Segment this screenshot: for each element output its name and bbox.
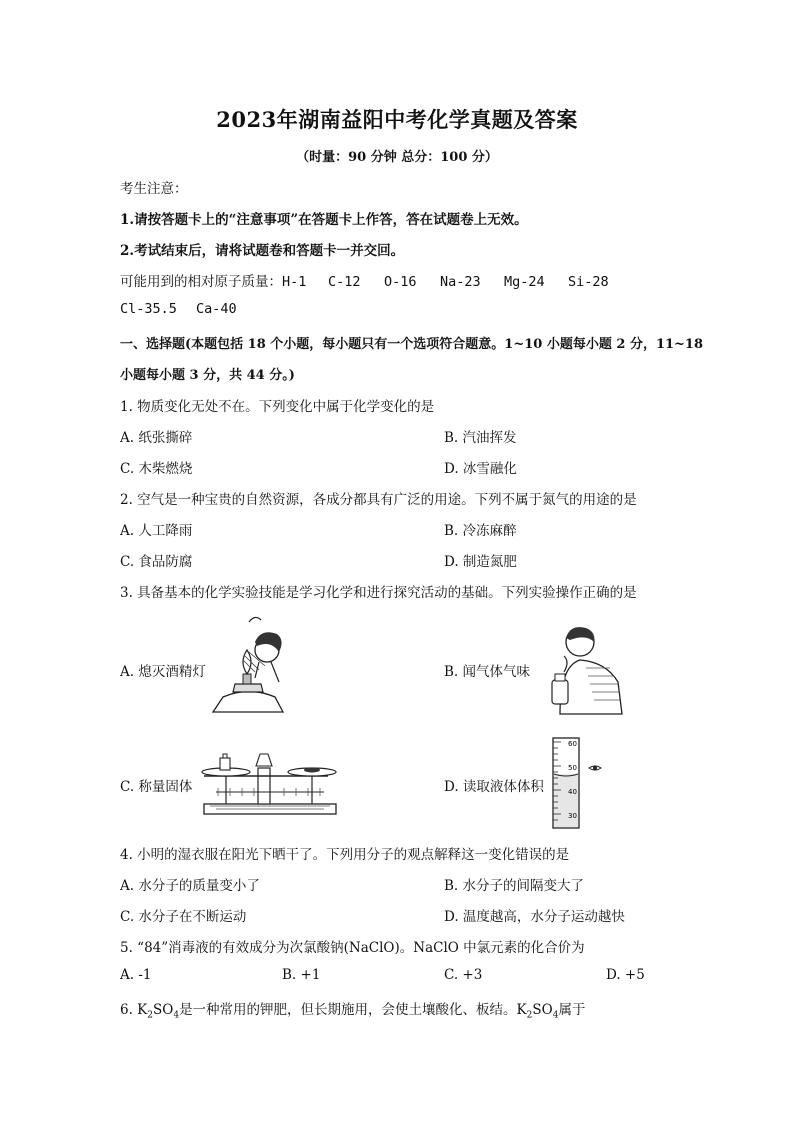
mass-na: Na-23 (440, 274, 481, 290)
mass-c: C-12 (328, 274, 361, 290)
mass-h: H-1 (282, 274, 307, 290)
q6-text-3: 是一种常用的钾肥，但长期施用，会使土壤酸化、板结。K (179, 1002, 527, 1018)
question-5-stem: 5. “84”消毒液的有效成分为次氯酸钠(NaClO)。NaClO 中氯元素的化合价为 (120, 940, 585, 956)
q2-option-b: B. 冷冻麻醉 (444, 523, 517, 539)
q6-text-1: 6. K (120, 1002, 148, 1018)
q6-text-2: SO (153, 1002, 174, 1018)
question-6-stem (120, 998, 585, 1021)
q6-sub-4: 4 (552, 1010, 559, 1021)
mass-mg: Mg-24 (504, 274, 545, 290)
notice-heading: 考生注意： (120, 181, 188, 197)
exam-time-score: （时量：90 分钟 总分：100 分） (296, 150, 498, 165)
atomic-masses-line1 (120, 270, 609, 290)
q1-option-c: C. 木柴燃烧 (120, 461, 193, 477)
notice-item-1: 1.请按答题卡上的“注意事项”在答题卡上作答，答在试题卷上无效。 (120, 212, 528, 228)
graduated-cylinder-figure (549, 734, 605, 830)
q3-option-d: D. 读取液体体积 (444, 779, 544, 795)
page-title: 2023年湖南益阳中考化学真题及答案 (216, 107, 578, 132)
smelling-gas-figure (540, 622, 630, 717)
q2-option-a: A. 人工降雨 (120, 523, 193, 539)
q5-option-c: C. +3 (444, 967, 483, 983)
q6-text-5: 属于 (558, 1002, 586, 1018)
mass-si: Si-28 (568, 274, 609, 290)
q1-option-b: B. 汽油挥发 (444, 430, 517, 446)
q5-option-a: A. -1 (120, 967, 152, 983)
cylinder-tick-60: 60 (568, 740, 577, 748)
q2-option-d: D. 制造氮肥 (444, 554, 517, 570)
q4-option-c: C. 水分子在不断运动 (120, 909, 247, 925)
question-3-stem: 3. 具备基本的化学实验技能是学习化学和进行探究活动的基础。下列实验操作正确的是 (120, 585, 637, 601)
question-2-stem: 2. 空气是一种宝贵的自然资源，各成分都具有广泛的用途。下列不属于氮气的用途的是 (120, 492, 637, 508)
notice-item-2: 2.考试结束后，请将试题卷和答题卡一并交回。 (120, 243, 405, 259)
blowing-out-alcohol-lamp-figure (205, 612, 295, 722)
q6-text-4: SO (532, 1002, 553, 1018)
q6-sub-1: 2 (147, 1010, 153, 1021)
q5-option-b: B. +1 (282, 967, 321, 983)
atomic-masses-line2 (120, 301, 237, 317)
q1-option-a: A. 纸张撕碎 (120, 430, 193, 446)
q3-option-a: A. 熄灭酒精灯 (120, 664, 206, 680)
q6-sub-2: 4 (173, 1010, 180, 1021)
question-4-stem: 4. 小明的湿衣服在阳光下晒干了。下列用分子的观点解释这一变化错误的是 (120, 847, 570, 863)
mass-ca: Ca-40 (196, 301, 237, 317)
q2-option-c: C. 食品防腐 (120, 554, 193, 570)
mass-cl: Cl-35.5 (120, 301, 177, 317)
q5-option-d: D. +5 (606, 967, 645, 983)
section1-instructions-line2: 小题每小题 3 分，共 44 分。) (120, 368, 295, 383)
q1-option-d: D. 冰雪融化 (444, 461, 517, 477)
cylinder-tick-50: 50 (568, 764, 577, 772)
cylinder-tick-40: 40 (568, 788, 577, 796)
q4-option-d: D. 温度越高，水分子运动越快 (444, 909, 625, 925)
mass-o: O-16 (384, 274, 417, 290)
question-1-stem: 1. 物质变化无处不在。下列变化中属于化学变化的是 (120, 399, 435, 415)
section1-instructions-line1: 一、选择题(本题包括 18 个小题，每小题只有一个选项符合题意。1~10 小题每小题 2 分，11~18 (120, 337, 704, 352)
q4-option-b: B. 水分子的间隔变大了 (444, 878, 585, 894)
weighing-balance-figure (196, 748, 344, 818)
q6-sub-3: 2 (526, 1010, 533, 1021)
cylinder-tick-30: 30 (568, 812, 577, 820)
atomic-masses-label: 可能用到的相对原子质量： (120, 274, 282, 290)
q4-option-a: A. 水分子的质量变小了 (120, 878, 260, 894)
q3-option-c: C. 称量固体 (120, 779, 193, 795)
q3-option-b: B. 闻气体气味 (444, 664, 531, 680)
